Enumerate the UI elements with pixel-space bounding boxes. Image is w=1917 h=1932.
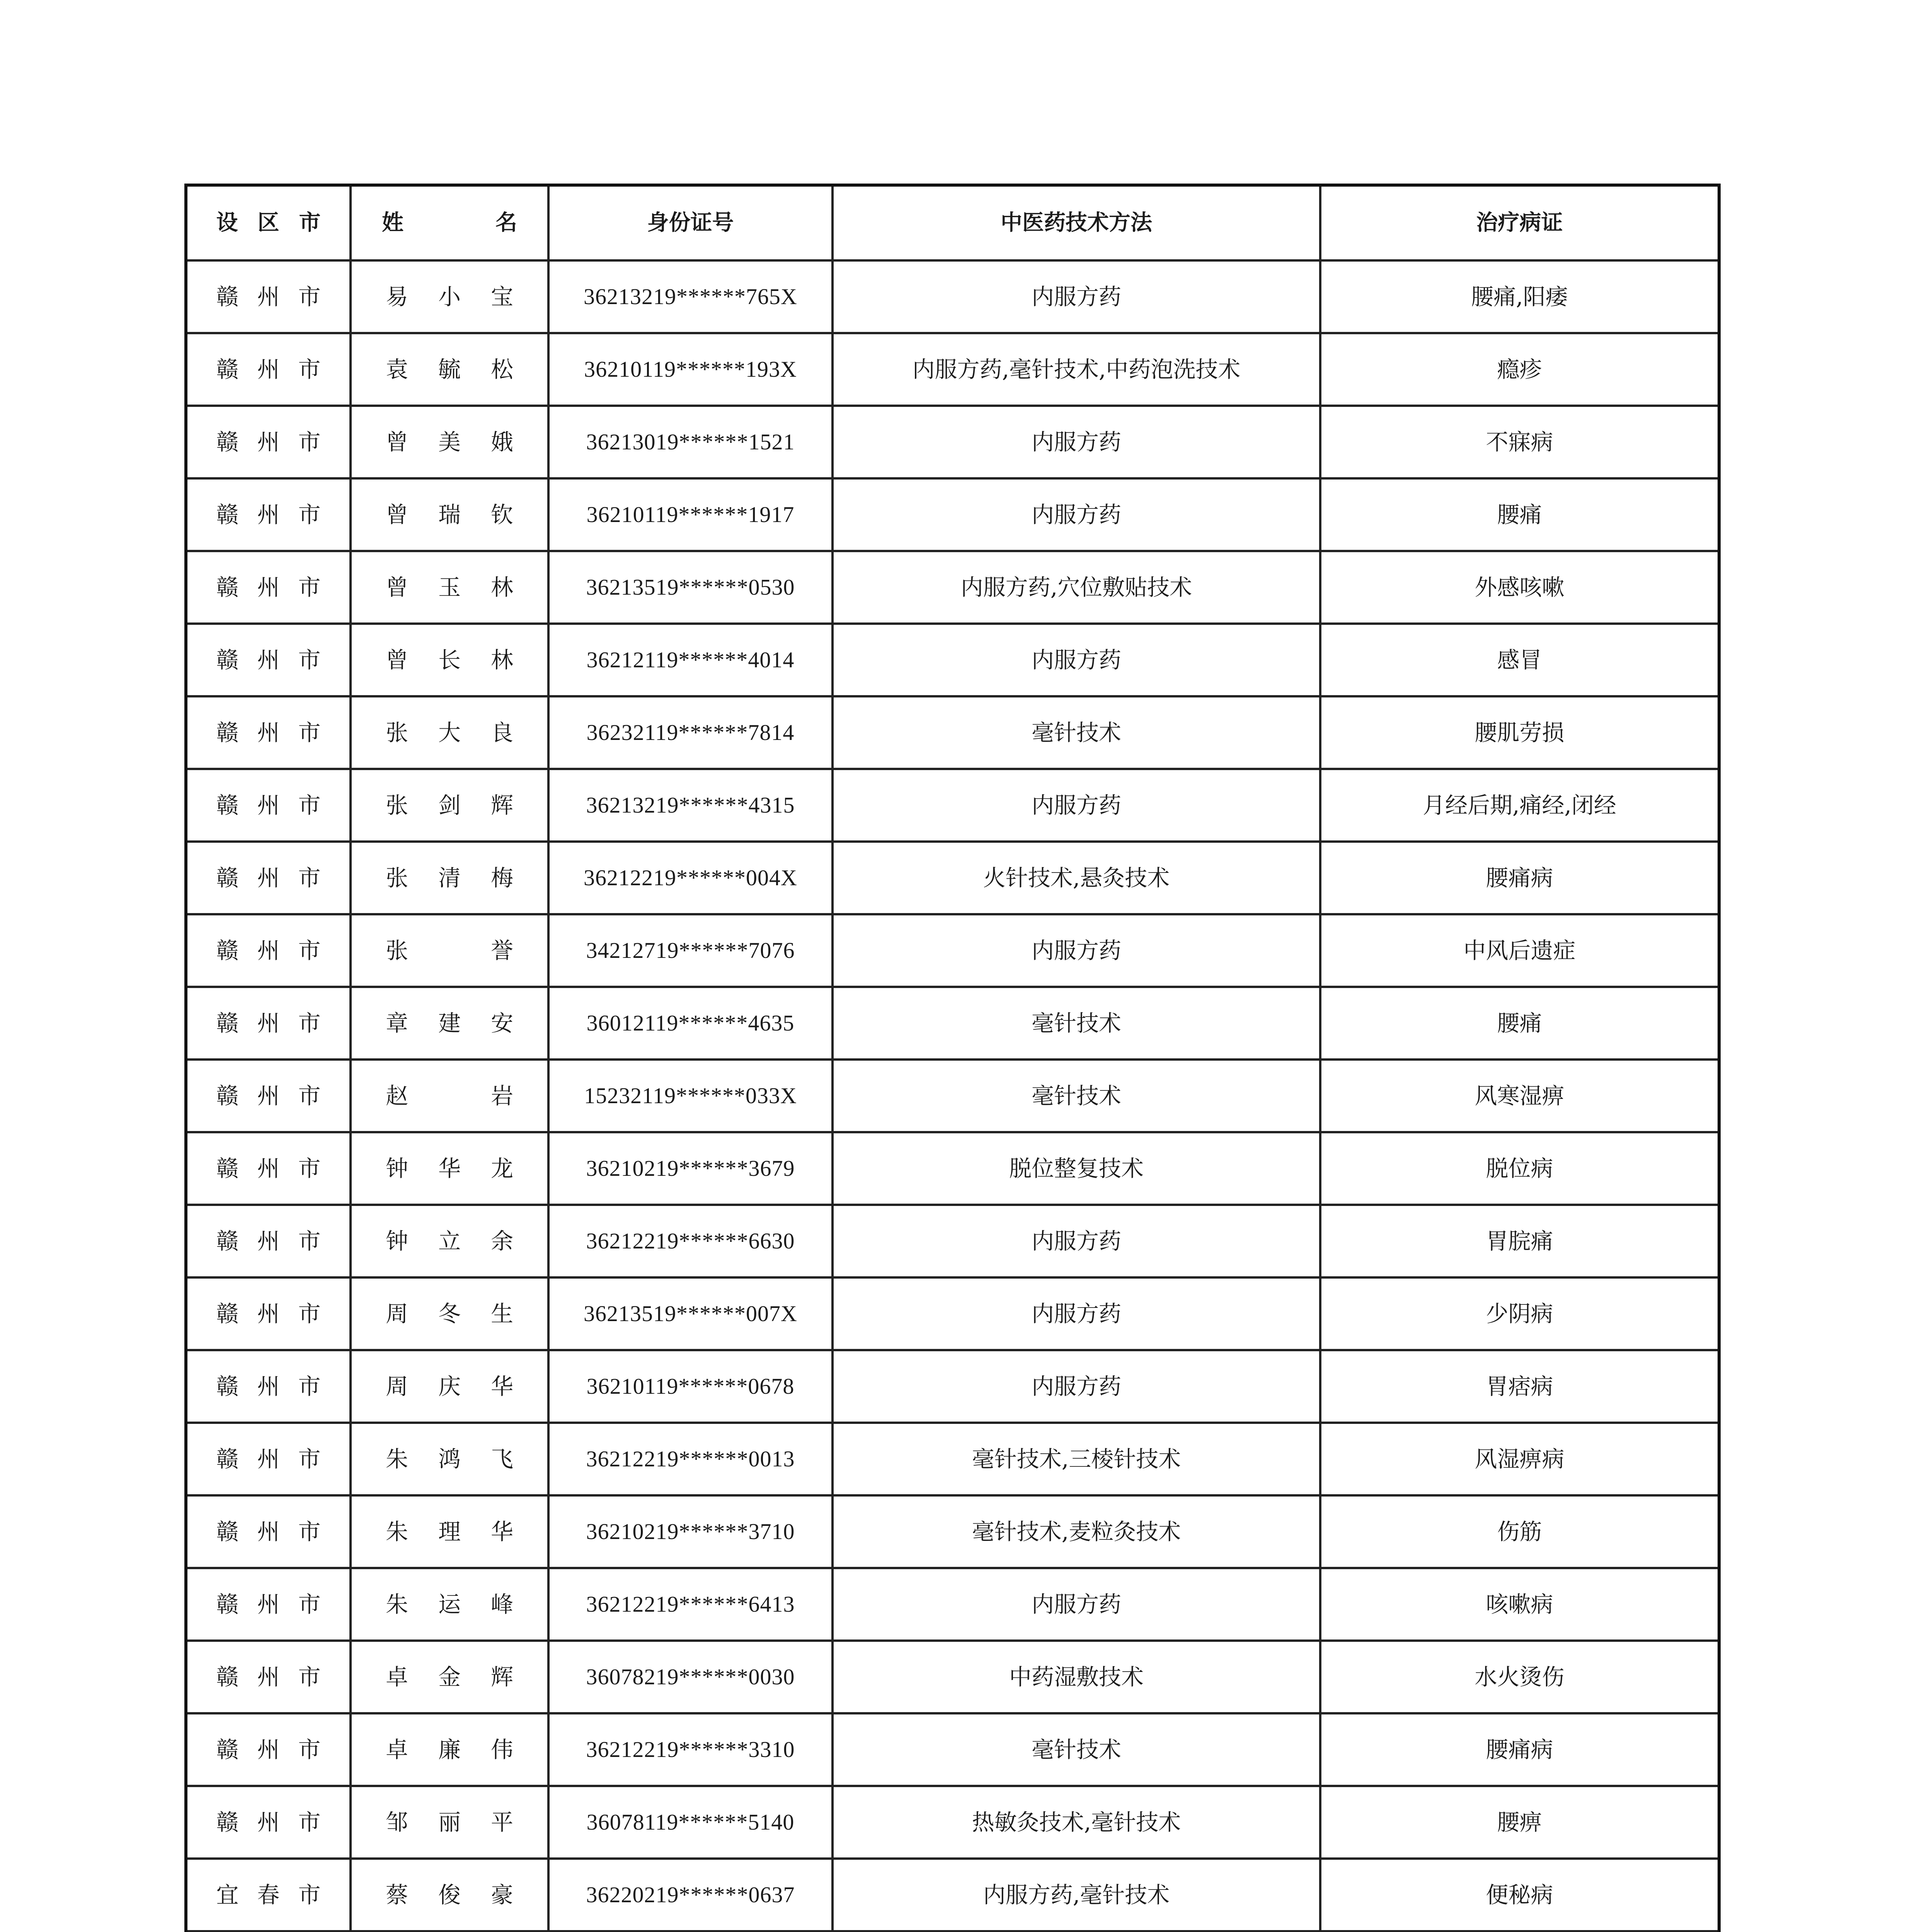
cell-tcm-method: 热敏灸技术,毫针技术 (833, 1786, 1320, 1859)
cell-id-number: 36078119******5140 (548, 1786, 833, 1859)
cell-id-number: 36212219******004X (548, 842, 833, 914)
cell-id-number: 36213219******765X (548, 260, 833, 333)
cell-treated-disease: 腰痛 (1320, 478, 1719, 551)
cell-city: 赣州市 (186, 1713, 351, 1786)
cell-name: 周庆华 (351, 1350, 548, 1423)
cell-city: 赣州市 (186, 624, 351, 696)
table-row (186, 260, 1719, 333)
cell-name: 张清梅 (351, 842, 548, 914)
header-treated-disease: 治疗病证 (1320, 185, 1719, 260)
cell-tcm-method: 内服方药 (833, 769, 1320, 842)
cell-id-number: 36078219******0030 (548, 1641, 833, 1713)
table-row (186, 1641, 1719, 1713)
cell-treated-disease: 风湿痹病 (1320, 1423, 1719, 1495)
cell-name: 邹丽平 (351, 1786, 548, 1859)
cell-treated-disease: 胃痞病 (1320, 1350, 1719, 1423)
cell-city: 赣州市 (186, 1132, 351, 1205)
cell-tcm-method: 毫针技术 (833, 987, 1320, 1060)
cell-name: 曾美娥 (351, 406, 548, 478)
table-row (186, 1277, 1719, 1350)
cell-name: 张誉 (351, 914, 548, 987)
cell-name: 章建安 (351, 987, 548, 1060)
cell-city: 赣州市 (186, 1350, 351, 1423)
cell-tcm-method: 内服方药 (833, 914, 1320, 987)
cell-city: 赣州市 (186, 1786, 351, 1859)
cell-name: 曾长林 (351, 624, 548, 696)
table-row (186, 478, 1719, 551)
cell-treated-disease: 水火烫伤 (1320, 1641, 1719, 1713)
table-row (186, 1350, 1719, 1423)
cell-tcm-method: 内服方药,毫针技术 (833, 1859, 1320, 1931)
cell-id-number: 36232119******7814 (548, 696, 833, 769)
cell-id-number: 36212119******4014 (548, 624, 833, 696)
cell-treated-disease: 外感咳嗽 (1320, 551, 1719, 624)
cell-id-number: 36210119******193X (548, 333, 833, 406)
cell-name: 朱运峰 (351, 1568, 548, 1641)
cell-city: 赣州市 (186, 769, 351, 842)
cell-id-number: 36212219******6630 (548, 1205, 833, 1277)
cell-tcm-method: 毫针技术 (833, 1060, 1320, 1132)
cell-id-number: 36213019******1521 (548, 406, 833, 478)
cell-treated-disease: 胃脘痛 (1320, 1205, 1719, 1277)
cell-name: 赵岩 (351, 1060, 548, 1132)
table-row (186, 1859, 1719, 1931)
table-row (186, 1205, 1719, 1277)
cell-treated-disease: 中风后遗症 (1320, 914, 1719, 987)
cell-city: 赣州市 (186, 1060, 351, 1132)
cell-id-number: 36212219******6413 (548, 1568, 833, 1641)
cell-city: 赣州市 (186, 914, 351, 987)
cell-tcm-method: 内服方药 (833, 1568, 1320, 1641)
cell-id-number: 36212219******0013 (548, 1423, 833, 1495)
cell-city: 赣州市 (186, 1423, 351, 1495)
table-row (186, 1786, 1719, 1859)
cell-tcm-method: 中药湿敷技术 (833, 1641, 1320, 1713)
cell-name: 钟华龙 (351, 1132, 548, 1205)
cell-name: 钟立余 (351, 1205, 548, 1277)
cell-id-number: 36210119******0678 (548, 1350, 833, 1423)
cell-city: 赣州市 (186, 696, 351, 769)
table-row (186, 1568, 1719, 1641)
table-row (186, 406, 1719, 478)
table-body (186, 260, 1719, 1932)
cell-tcm-method: 内服方药 (833, 1350, 1320, 1423)
cell-id-number: 36220219******0637 (548, 1859, 833, 1931)
table-header-row (186, 185, 1719, 260)
cell-tcm-method: 毫针技术,麦粒灸技术 (833, 1495, 1320, 1568)
cell-treated-disease: 腰肌劳损 (1320, 696, 1719, 769)
cell-city: 赣州市 (186, 551, 351, 624)
table-row (186, 333, 1719, 406)
cell-city: 赣州市 (186, 333, 351, 406)
cell-name: 张大良 (351, 696, 548, 769)
cell-city: 赣州市 (186, 1568, 351, 1641)
cell-id-number: 36210219******3710 (548, 1495, 833, 1568)
table-row (186, 769, 1719, 842)
cell-tcm-method: 脱位整复技术 (833, 1132, 1320, 1205)
table-row (186, 696, 1719, 769)
cell-city: 赣州市 (186, 1641, 351, 1713)
cell-city: 赣州市 (186, 1205, 351, 1277)
table-row (186, 624, 1719, 696)
cell-tcm-method: 内服方药 (833, 1277, 1320, 1350)
cell-treated-disease: 腰痛病 (1320, 1713, 1719, 1786)
cell-id-number: 15232119******033X (548, 1060, 833, 1132)
cell-id-number: 36210119******1917 (548, 478, 833, 551)
cell-treated-disease: 腰痛 (1320, 987, 1719, 1060)
header-name: 姓名 (351, 185, 548, 260)
cell-city: 赣州市 (186, 1495, 351, 1568)
header-tcm-method: 中医药技术方法 (833, 185, 1320, 260)
cell-name: 朱鸿飞 (351, 1423, 548, 1495)
cell-name: 易小宝 (351, 260, 548, 333)
cell-id-number: 36213219******4315 (548, 769, 833, 842)
cell-tcm-method: 内服方药 (833, 406, 1320, 478)
cell-treated-disease: 风寒湿痹 (1320, 1060, 1719, 1132)
cell-city: 宜春市 (186, 1859, 351, 1931)
cell-name: 曾瑞钦 (351, 478, 548, 551)
cell-name: 曾玉林 (351, 551, 548, 624)
cell-city: 赣州市 (186, 406, 351, 478)
cell-id-number: 34212719******7076 (548, 914, 833, 987)
cell-city: 赣州市 (186, 260, 351, 333)
cell-name: 张剑辉 (351, 769, 548, 842)
cell-name: 朱理华 (351, 1495, 548, 1568)
cell-treated-disease: 咳嗽病 (1320, 1568, 1719, 1641)
cell-name: 周冬生 (351, 1277, 548, 1350)
cell-tcm-method: 内服方药,毫针技术,中药泡洗技术 (833, 333, 1320, 406)
cell-tcm-method: 内服方药 (833, 1205, 1320, 1277)
practitioner-table (184, 184, 1721, 1932)
cell-id-number: 36012119******4635 (548, 987, 833, 1060)
cell-tcm-method: 内服方药 (833, 260, 1320, 333)
table-row (186, 551, 1719, 624)
table-row (186, 1495, 1719, 1568)
cell-tcm-method: 内服方药,穴位敷贴技术 (833, 551, 1320, 624)
cell-treated-disease: 少阴病 (1320, 1277, 1719, 1350)
cell-id-number: 36213519******0530 (548, 551, 833, 624)
cell-name: 袁毓松 (351, 333, 548, 406)
cell-id-number: 36213519******007X (548, 1277, 833, 1350)
header-city: 设区市 (186, 185, 351, 260)
table-row (186, 987, 1719, 1060)
cell-name: 卓金辉 (351, 1641, 548, 1713)
cell-treated-disease: 腰痹 (1320, 1786, 1719, 1859)
cell-treated-disease: 腰痛,阳痿 (1320, 260, 1719, 333)
cell-treated-disease: 感冒 (1320, 624, 1719, 696)
table-row (186, 1060, 1719, 1132)
cell-city: 赣州市 (186, 1277, 351, 1350)
cell-name: 蔡俊豪 (351, 1859, 548, 1931)
header-id-number: 身份证号 (548, 185, 833, 260)
cell-tcm-method: 内服方药 (833, 624, 1320, 696)
cell-treated-disease: 不寐病 (1320, 406, 1719, 478)
cell-treated-disease: 瘾疹 (1320, 333, 1719, 406)
cell-id-number: 36212219******3310 (548, 1713, 833, 1786)
cell-tcm-method: 毫针技术 (833, 696, 1320, 769)
cell-tcm-method: 火针技术,悬灸技术 (833, 842, 1320, 914)
cell-treated-disease: 腰痛病 (1320, 842, 1719, 914)
cell-tcm-method: 内服方药 (833, 478, 1320, 551)
cell-treated-disease: 伤筋 (1320, 1495, 1719, 1568)
table-row (186, 1423, 1719, 1495)
cell-name: 卓廉伟 (351, 1713, 548, 1786)
cell-city: 赣州市 (186, 842, 351, 914)
cell-id-number: 36210219******3679 (548, 1132, 833, 1205)
cell-city: 赣州市 (186, 478, 351, 551)
table-row (186, 842, 1719, 914)
cell-city: 赣州市 (186, 987, 351, 1060)
table-row (186, 914, 1719, 987)
cell-treated-disease: 月经后期,痛经,闭经 (1320, 769, 1719, 842)
table-row (186, 1132, 1719, 1205)
cell-tcm-method: 毫针技术,三棱针技术 (833, 1423, 1320, 1495)
cell-treated-disease: 脱位病 (1320, 1132, 1719, 1205)
cell-treated-disease: 便秘病 (1320, 1859, 1719, 1931)
cell-tcm-method: 毫针技术 (833, 1713, 1320, 1786)
table-row (186, 1713, 1719, 1786)
